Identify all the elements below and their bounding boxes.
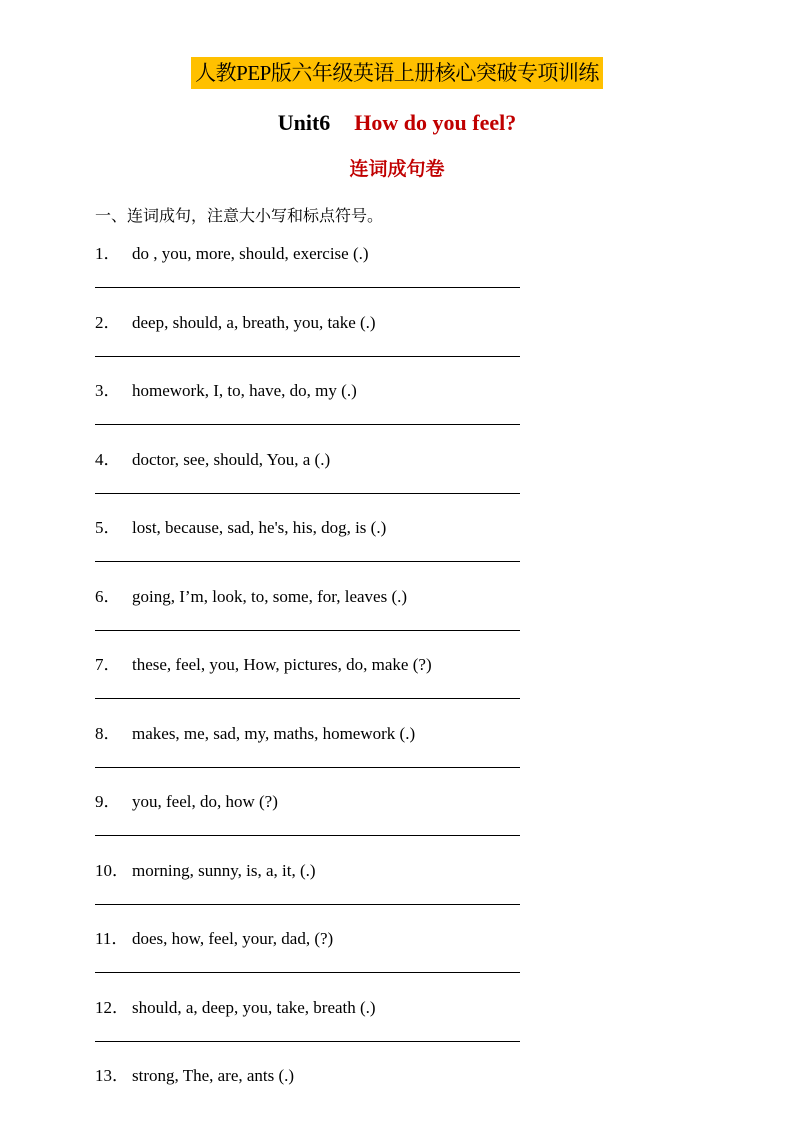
answer-line[interactable] — [95, 356, 520, 357]
question-item — [95, 243, 525, 303]
question-prompt — [95, 449, 330, 471]
answer-line[interactable] — [95, 1041, 520, 1042]
unit-heading — [0, 109, 794, 137]
question-item — [95, 723, 525, 783]
answer-line[interactable] — [95, 424, 520, 425]
answer-line[interactable] — [95, 630, 520, 631]
answer-line[interactable] — [95, 493, 520, 494]
question-words: do , you, more, should, exercise (.) — [132, 244, 369, 263]
question-item — [95, 791, 525, 851]
unit-number: Unit6 — [277, 110, 331, 135]
question-prompt — [95, 860, 316, 882]
question-prompt — [95, 1065, 294, 1087]
question-item — [95, 380, 525, 440]
answer-line[interactable] — [95, 835, 520, 836]
worksheet-subtitle: 连词成句卷 — [349, 158, 445, 180]
question-item — [95, 449, 525, 509]
question-prompt — [95, 243, 369, 265]
question-number: 3． — [95, 381, 121, 400]
answer-line[interactable] — [95, 972, 520, 973]
question-words: doctor, see, should, You, a (.) — [132, 450, 331, 469]
question-item — [95, 1065, 525, 1095]
question-number: 9． — [95, 792, 121, 811]
question-number: 2． — [95, 313, 121, 332]
question-item — [95, 312, 525, 372]
section-instruction: 一、连词成句，注意大小写和标点符号。 — [95, 206, 384, 225]
question-words: deep, should, a, breath, you, take (.) — [132, 313, 376, 332]
question-prompt — [95, 928, 333, 950]
answer-line[interactable] — [95, 767, 520, 768]
question-number: 6． — [95, 587, 121, 606]
question-item — [95, 654, 525, 714]
question-item — [95, 517, 525, 577]
question-item — [95, 586, 525, 646]
worksheet-title: 人教PEP版六年级英语上册核心突破专项训练 — [191, 57, 603, 89]
question-words: these, feel, you, How, pictures, do, make (?) — [132, 655, 432, 674]
question-words: lost, because, sad, he's, his, dog, is (.) — [132, 518, 387, 537]
question-prompt — [95, 654, 432, 676]
answer-line[interactable] — [95, 904, 520, 905]
question-prompt — [95, 997, 376, 1019]
question-words: makes, me, sad, my, maths, homework (.) — [132, 724, 416, 743]
question-prompt — [95, 791, 278, 813]
answer-line[interactable] — [95, 561, 520, 562]
question-prompt — [95, 380, 357, 402]
question-number: 8． — [95, 724, 121, 743]
question-words: homework, I, to, have, do, my (.) — [132, 381, 357, 400]
question-number: 1． — [95, 244, 121, 263]
question-prompt — [95, 586, 407, 608]
question-number: 13． — [95, 1066, 129, 1085]
question-words: strong, The, are, ants (.) — [132, 1066, 295, 1085]
question-item — [95, 860, 525, 920]
question-prompt — [95, 517, 386, 539]
page-header — [0, 57, 794, 89]
question-number: 5． — [95, 518, 121, 537]
question-words: does, how, feel, your, dad, (?) — [132, 929, 334, 948]
question-number: 10． — [95, 861, 129, 880]
unit-title: How do you feel? — [354, 110, 517, 135]
question-number: 4． — [95, 450, 121, 469]
question-prompt — [95, 723, 415, 745]
question-item — [95, 928, 525, 988]
question-item — [95, 997, 525, 1057]
question-words: should, a, deep, you, take, breath (.) — [132, 998, 376, 1017]
question-words: going, I’m, look, to, some, for, leaves (.) — [132, 587, 408, 606]
question-number: 7． — [95, 655, 121, 674]
answer-line[interactable] — [95, 698, 520, 699]
question-number: 12． — [95, 998, 129, 1017]
question-number: 11． — [95, 929, 129, 948]
question-words: morning, sunny, is, a, it, (.) — [132, 861, 316, 880]
question-prompt — [95, 312, 376, 334]
question-words: you, feel, do, how (?) — [132, 792, 278, 811]
answer-line[interactable] — [95, 287, 520, 288]
